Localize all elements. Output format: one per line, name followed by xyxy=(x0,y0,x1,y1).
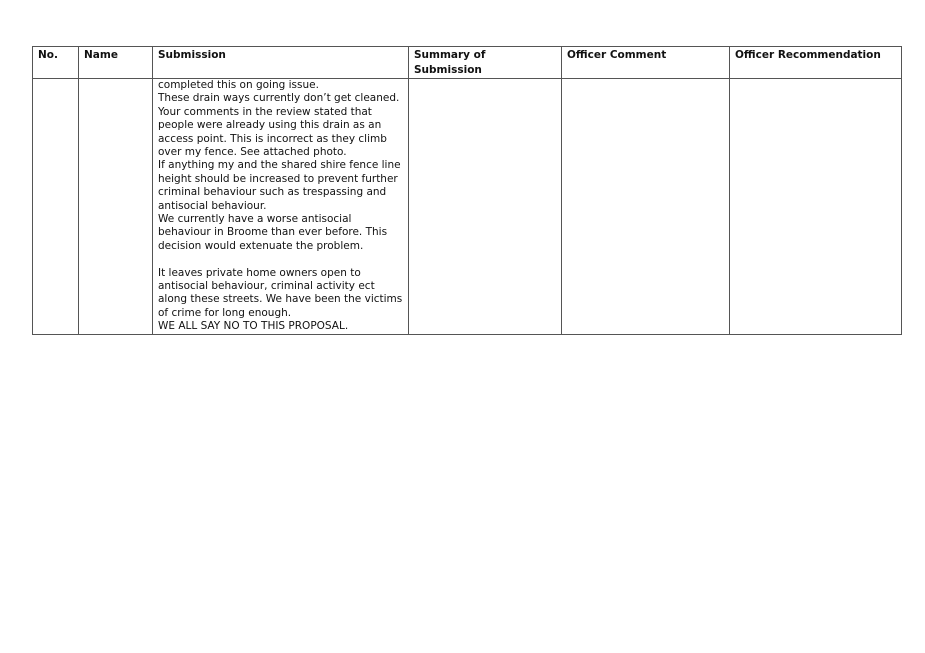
cell-officer-comment xyxy=(562,79,730,335)
header-summary-of-submission: Summary of Submission xyxy=(409,47,562,79)
submission-paragraph: WE ALL SAY NO TO THIS PROPOSAL. xyxy=(158,320,349,333)
submission-paragraph: completed this on going issue. xyxy=(158,79,319,91)
cell-submission xyxy=(153,79,409,335)
table-header-row xyxy=(33,47,902,79)
header-officer-comment: Officer Comment xyxy=(562,47,730,79)
header-submission: Submission xyxy=(153,47,409,79)
header-no: No. xyxy=(33,47,79,79)
cell-officer-recommendation xyxy=(730,79,902,335)
submission-paragraph: These drain ways currently don’t get cleaned. Your comments in the review stated that people were already using this drain as an access point. This is incorrect as they climb over my fence. See attached photo. xyxy=(158,92,400,159)
paragraph-spacer xyxy=(158,253,403,266)
cell-summary-of-submission xyxy=(409,79,562,335)
header-officer-recommendation: Officer Recommendation xyxy=(730,47,902,79)
submission-paragraph: If anything my and the shared shire fence line height should be increased to prevent further criminal behaviour such as trespassing and antisocial behaviour. xyxy=(158,159,401,212)
cell-name xyxy=(79,79,153,335)
submissions-table xyxy=(32,46,902,335)
submission-paragraph: It leaves private home owners open to antisocial behaviour, criminal activity ect along these streets. We have been the victims of crime for long enough. xyxy=(158,266,403,319)
cell-no xyxy=(33,79,79,335)
header-name: Name xyxy=(79,47,153,79)
submission-paragraph: We currently have a worse antisocial behaviour in Broome than ever before. This decision would extenuate the problem. xyxy=(158,213,388,252)
table-row xyxy=(33,79,902,335)
